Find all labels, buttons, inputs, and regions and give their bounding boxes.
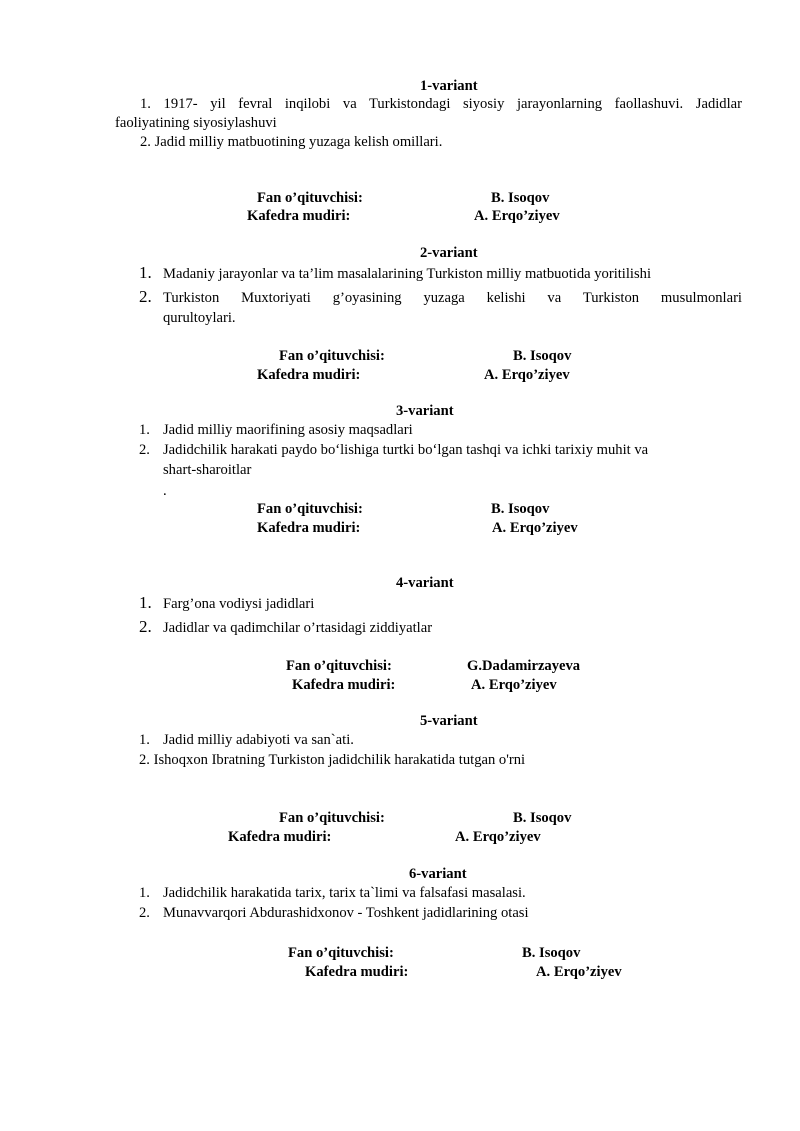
variant-6-kafedra-name: A. Erqo’ziyev: [536, 964, 622, 980]
variant-2-kafedra-label: Kafedra mudiri:: [257, 367, 361, 383]
variant-2-question-2-line-2: qurultoylari.: [163, 310, 236, 326]
variant-2-question-1-number: 1.: [139, 263, 152, 282]
variant-5-kafedra-label: Kafedra mudiri:: [228, 829, 332, 845]
variant-4-question-2: Jadidlar va qadimchilar o’rtasidagi ziddiyatlar: [163, 620, 433, 636]
variant-5-fan-name: B. Isoqov: [513, 810, 572, 826]
variant-5-title: 5-variant: [420, 713, 478, 729]
variant-2-title: 2-variant: [420, 245, 478, 261]
variant-5-question-1-number: 1.: [139, 732, 150, 748]
variant-3-question-1: Jadid milliy maorifining asosiy maqsadlari: [163, 422, 413, 438]
variant-1-question-1-line-2: faoliyatining siyosiylashuvi: [115, 115, 277, 131]
variant-2-fan-label: Fan o’qituvchisi:: [279, 348, 385, 364]
variant-5-question-1: Jadid milliy adabiyoti va san`ati.: [163, 732, 354, 748]
variant-6-question-2-number: 2.: [139, 905, 150, 921]
variant-5-question-2: 2. Ishoqxon Ibratning Turkiston jadidchilik harakatida tutgan o'rni: [139, 752, 526, 768]
variant-6-question-1-number: 1.: [139, 885, 150, 901]
variant-4-question-2-number: 2.: [139, 617, 152, 636]
variant-2-question-2-number: 2.: [139, 287, 152, 306]
variant-4-kafedra-name: A. Erqo’ziyev: [471, 677, 557, 693]
variant-1-fan-label: Fan o’qituvchisi:: [257, 190, 363, 206]
variant-6-question-2: Munavvarqori Abdurashidxonov - Toshkent jadidlarining otasi: [163, 905, 529, 921]
variant-6-kafedra-label: Kafedra mudiri:: [305, 964, 409, 980]
variant-1-title: 1-variant: [420, 78, 478, 94]
variant-4-question-1-number: 1.: [139, 593, 152, 612]
variant-2-kafedra-name: A. Erqo’ziyev: [484, 367, 570, 383]
variant-6-question-1: Jadidchilik harakatida tarix, tarix ta`limi va falsafasi masalasi.: [163, 885, 526, 901]
variant-3-question-2-line-2: shart-sharoitlar: [163, 462, 252, 478]
variant-1-kafedra-name: A. Erqo’ziyev: [474, 208, 560, 224]
variant-3-kafedra-label: Kafedra mudiri:: [257, 520, 361, 536]
variant-5-fan-label: Fan o’qituvchisi:: [279, 810, 385, 826]
variant-3-fan-name: B. Isoqov: [491, 501, 550, 517]
variant-3-fan-label: Fan o’qituvchisi:: [257, 501, 363, 517]
variant-3-stray-dot: .: [163, 483, 167, 499]
variant-2-fan-name: B. Isoqov: [513, 348, 572, 364]
variant-3-question-2-number: 2.: [139, 442, 150, 458]
variant-1-question-1-line-1: 1. 1917- yil fevral inqilobi va Turkistondagi siyosiy jarayonlarning faollashuvi. Jadidlar: [140, 96, 742, 112]
variant-3-question-2-line-1: Jadidchilik harakati paydo bo‘lishiga turtki bo‘lgan tashqi va ichki tarixiy muhit va: [163, 442, 649, 458]
variant-6-title: 6-variant: [409, 866, 467, 882]
variant-1-kafedra-label: Kafedra mudiri:: [247, 208, 351, 224]
variant-4-fan-label: Fan o’qituvchisi:: [286, 658, 392, 674]
variant-3-kafedra-name: A. Erqo’ziyev: [492, 520, 578, 536]
variant-1-question-2: 2. Jadid milliy matbuotining yuzaga kelish omillari.: [140, 134, 443, 150]
variant-5-kafedra-name: A. Erqo’ziyev: [455, 829, 541, 845]
variant-4-title: 4-variant: [396, 575, 454, 591]
variant-4-question-1: Farg’ona vodiysi jadidlari: [163, 596, 315, 612]
variant-2-question-2-line-1: Turkiston Muxtoriyati g’oyasining yuzaga kelishi va Turkiston musulmonlari: [163, 290, 742, 306]
variant-4-fan-name: G.Dadamirzayeva: [467, 658, 581, 674]
variant-2-question-1: Madaniy jarayonlar va ta’lim masalalarining Turkiston milliy matbuotida yoritilishi: [163, 266, 652, 282]
variant-3-question-1-number: 1.: [139, 422, 150, 438]
variant-6-fan-label: Fan o’qituvchisi:: [288, 945, 394, 961]
variant-1-fan-name: B. Isoqov: [491, 190, 550, 206]
variant-3-title: 3-variant: [396, 403, 454, 419]
variant-4-kafedra-label: Kafedra mudiri:: [292, 677, 396, 693]
variant-6-fan-name: B. Isoqov: [522, 945, 581, 961]
